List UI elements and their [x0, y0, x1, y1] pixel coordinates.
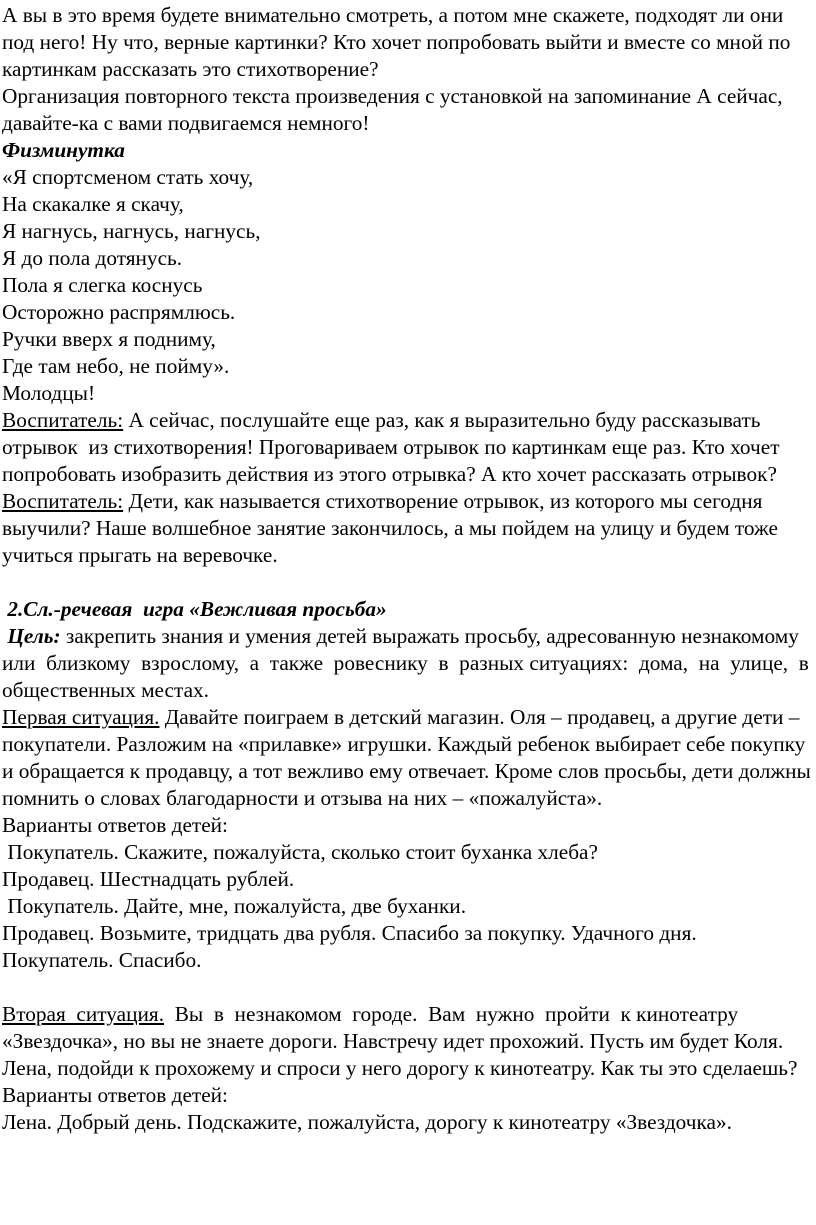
dialogue-line: Покупатель. Спасибо.: [2, 948, 202, 972]
poem-line: Где там небо, не пойму».: [2, 354, 230, 378]
situation-1-text: Давайте поиграем в детский магазин. Оля – продавец, а другие дети – покупатели. Разложим на «прилавке» игрушки. Каждый ребенок выбирает себе покупку и обращается к продавцу, а тот вежливо ему отвечает. Кроме слов просьбы, дети должны помнить о словах благодарности и отзыва на них – «пожалуйста».: [2, 705, 816, 810]
physminute-heading: Физминутка: [2, 138, 125, 162]
poem-line: Осторожно распрямлюсь.: [2, 300, 236, 324]
situation-1-label: Первая ситуация.: [2, 705, 160, 729]
situation-2-text: Вы в незнакомом городе. Вам нужно пройти к кинотеатру «Звездочка», но вы не знаете дороги. Навстречу идет прохожий. Пусть им будет Коля. Лена, подойди к прохожему и спроси у него дорогу к кинотеатру. Как ты это сделаешь?: [2, 1002, 798, 1080]
dialogue-line: Покупатель. Дайте, мне, пожалуйста, две буханки.: [2, 894, 467, 918]
intro-paragraph: А вы в это время будете внимательно смотреть, а потом мне скажете, подходят ли они под него! Ну что, верные картинки? Кто хочет попробовать выйти и вместе со мной по картинкам рассказать это стихотворение?: [2, 3, 796, 81]
blank-line: [2, 569, 816, 596]
poem-line: Ручки вверх я подниму,: [2, 327, 216, 351]
poem-line: Молодцы!: [2, 381, 96, 405]
organization-paragraph: Организация повторного текста произведения с установкой на запоминание А сейчас, давайте-ка с вами подвигаемся немного!: [2, 84, 788, 135]
situation-1-paragraph: [2, 704, 816, 812]
teacher-label: Воспитатель:: [2, 408, 124, 432]
poem-line: Я до пола дотянусь.: [2, 246, 183, 270]
teacher-label: Воспитатель:: [2, 489, 124, 513]
situation-2-label: Вторая ситуация.: [2, 1002, 165, 1026]
game-heading: 2.Сл.-речевая игра «Вежливая просьба»: [2, 597, 387, 621]
teacher-text: А сейчас, послушайте еще раз, как я выразительно буду рассказывать отрывок из стихотворения! Проговариваем отрывок по картинкам еще раз. Кто хочет попробовать изобразить действия из этого отрывка? А кто хочет рассказать отрывок?: [2, 408, 785, 486]
situation-2-paragraph: [2, 1001, 816, 1082]
dialogue-line: Покупатель. Скажите, пожалуйста, сколько стоит буханка хлеба?: [2, 840, 598, 864]
dialogue-line: Лена. Добрый день. Подскажите, пожалуйста, дорогу к кинотеатру «Звездочка».: [2, 1110, 732, 1134]
poem-line: Я нагнусь, нагнусь, нагнусь,: [2, 219, 261, 243]
goal-paragraph: [2, 623, 816, 704]
teacher-paragraph-1: [2, 407, 816, 488]
poem-line: На скакалке я скачу,: [2, 192, 184, 216]
goal-text: закрепить знания и умения детей выражать просьбу, адресованную незнакомому или близкому взрослому, а также ровеснику в разных ситуациях: дома, на улице, в общественных местах.: [2, 624, 815, 702]
blank-line: [2, 974, 816, 1001]
goal-label: Цель:: [2, 624, 61, 648]
teacher-paragraph-2: [2, 488, 816, 569]
answers-heading: Варианты ответов детей:: [2, 813, 228, 837]
poem-line: «Я спортсменом стать хочу,: [2, 165, 254, 189]
poem-line: Пола я слегка коснусь: [2, 273, 203, 297]
dialogue-line: Продавец. Шестнадцать рублей.: [2, 867, 295, 891]
dialogue-line: Продавец. Возьмите, тридцать два рубля. Спасибо за покупку. Удачного дня.: [2, 921, 697, 945]
teacher-text: Дети, как называется стихотворение отрывок, из которого мы сегодня выучили? Наше волшебное занятие закончилось, а мы пойдем на улицу и будем тоже учиться прыгать на веревочке.: [2, 489, 784, 567]
answers-heading: Варианты ответов детей:: [2, 1083, 228, 1107]
